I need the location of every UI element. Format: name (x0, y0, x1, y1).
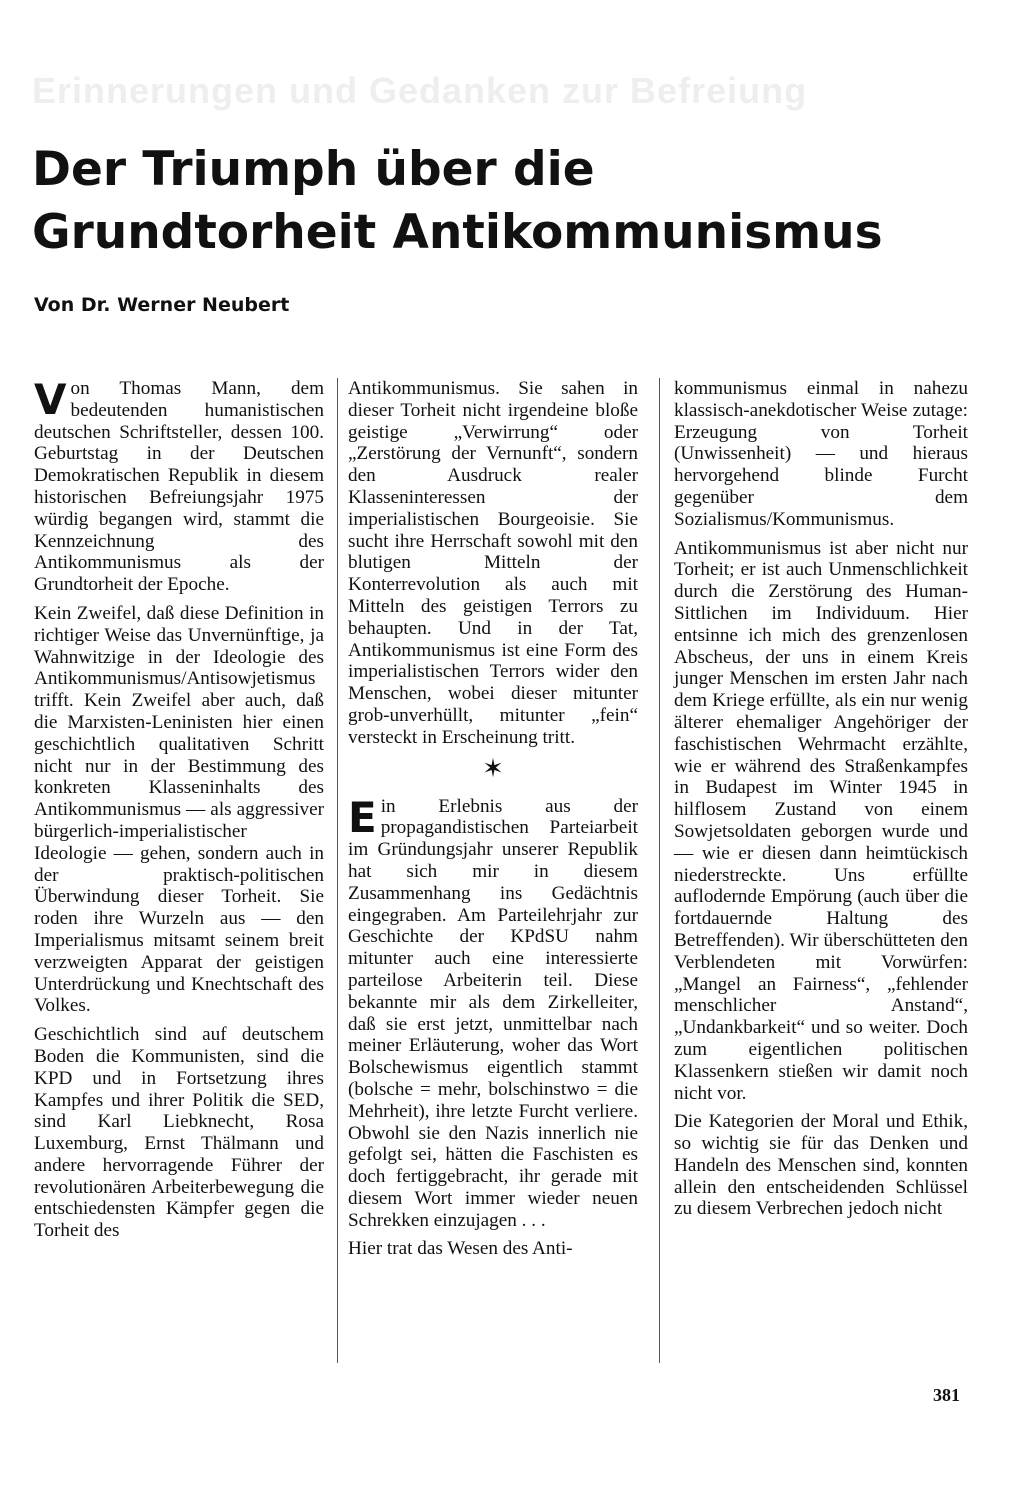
paragraph (348, 792, 638, 1232)
column-divider (659, 378, 660, 1363)
text-column-2 (348, 378, 638, 1267)
paragraph (34, 375, 324, 596)
title-line-1: Der Triumph über die (32, 142, 595, 197)
drop-cap: E (348, 792, 377, 842)
paragraph: Die Kategorien der Moral und Ethik, so wichtig sie für das Denken und Handeln des Menschen sind, konnten allein den entscheidenden Schlüssel zu diesem Verbrechen jedoch nicht (674, 1111, 968, 1220)
article-title (32, 138, 932, 264)
text-column-3 (674, 378, 968, 1227)
column-divider (337, 378, 338, 1363)
paragraph: Antikommunismus. Sie sahen in dieser Torheit nicht irgendeine bloße geistige „Verwirrung“ oder „Zerstörung der Vernunft“, sondern den Ausdruck realer Klasseninteressen der imperialistischen Bourgeoisie. Sie sucht ihre Herrschaft sowohl mit den blutigen Mitteln der Konterrevolution als auch mit Mitteln des geistigen Terrors zu behaupten. Und in der Tat, Antikommunismus ist eine Form des imperialistischen Terrors wider den Menschen, wobei dieser mitunter grob-unverhüllt, mitunter „fein“ versteckt in Erscheinung tritt. (348, 378, 638, 748)
paragraph: Hier trat das Wesen des Anti- (348, 1238, 573, 1260)
paragraph-text: in Erlebnis aus der propagandistischen Parteiarbeit im Gründungsjahr unserer Republik hat sich mir in diesem Zusammenhang ins Gedächtnis eingegraben. Am Parteilehrjahr zur Geschichte der KPdSU nahm mitunter auch eine interessierte parteilose Arbeiterin teil. Diese bekannte mir als dem Zirkelleiter, daß sie erst jetzt, unmittelbar nach meiner Erläuterung, woher das Wort Bolschewismus eigentlich stammt (bolsche = mehr, bolschinstwo = die Mehrheit), ihre letzte Furcht verliere. Obwohl sie den Nazis innerlich nie gefolgt sei, hätten die Faschisten es doch fertiggebracht, ihr gerade mit diesem Wort immer wieder neuen Schrekken einzujagen . . . (348, 795, 638, 1231)
paragraph: Antikommunismus ist aber nicht nur Torheit; er ist auch Unmenschlichkeit durch die Zerstörung des Human-Sittlichen im Individuum. Hier entsinne ich mich des grenzenlosen Abscheus, der uns in einem Kreis junger Menschen im ersten Jahr nach dem Kriege erfüllte, als ein nur wenig älterer ehemaliger Angehöriger der faschistischen Wehrmacht erzählte, wie er während des Straßenkampfes in Budapest im Winter 1945 in hilflosem Zustand von einem Sowjetsoldaten geborgen wurde und — wie er diesen dann heimtückisch niederstreckte. Uns erfüllte auflodernde Empörung (auch über die fortdauernde Haltung des Betreffenden). Wir überschütteten den Verblendeten mit Vorwürfen: „Mangel an Fairness“, „fehlender menschlicher Anstand“, „Undankbarkeit“ und so weiter. Doch zum eigentlichen politischen Klassenkern stießen wir damit noch nicht vor. (674, 537, 968, 1104)
article-kicker: Erinnerungen und Gedanken zur Befreiung (32, 70, 808, 111)
author-byline: Von Dr. Werner Neubert (34, 294, 290, 316)
paragraph: Kein Zweifel, daß diese Definition in richtiger Weise das Unvernünftige, ja Wahnwitzige in der Ideologie des Antikommunismus/Antisowjetismus trifft. Kein Zweifel aber auch, daß die Marxisten-Leninisten hier einen geschichtlich qualitativen Schritt nicht nur in der Bestimmung des konkreten Klasseninhalts des Antikommunismus — als aggressiver bürgerlich-imperialistischer Ideologie — gehen, sondern auch in der praktisch-politischen Überwindung dieser Torheit. Sie roden ihre Wurzeln aus — den Imperialismus mitsamt seinem breit verzweigten Apparat der geistigen Unterdrückung und Knechtschaft des Volkes. (34, 602, 324, 1017)
drop-cap: V (34, 375, 67, 424)
title-line-2: Grundtorheit Antikommunismus (32, 205, 883, 260)
paragraph: Geschichtlich sind auf deutschem Boden die Kommunisten, sind die KPD und in Fortsetzung ihres Kampfes und ihrer Politik die SED, sind Karl Liebknecht, Rosa Luxemburg, Ernst Thälmann und andere hervorragende Führer der revolutionären Arbeiterbewegung die entschiedensten Kämpfer gegen die Torheit des (34, 1024, 324, 1242)
paragraph-text: on Thomas Mann, dem bedeutenden humanistischen deutschen Schriftsteller, dessen 100. Geburtstag in der Deutschen Demokratischen Republik in diesem historischen Befreiungsjahr 1975 würdig begangen wird, stammt die Kennzeichnung des Antikommunismus als der Grundtorheit der Epoche. (34, 378, 324, 596)
paragraph: kommunismus einmal in nahezu klassisch-anekdotischer Weise zutage: Erzeugung von Torheit (Unwissenheit) — und hieraus hervorgehend blinde Furcht gegenüber dem Sozialismus/Kommunismus. (674, 378, 968, 530)
section-separator-star: ✶ (482, 753, 504, 784)
page-number: 381 (933, 1385, 960, 1405)
text-column-1 (34, 375, 324, 1249)
